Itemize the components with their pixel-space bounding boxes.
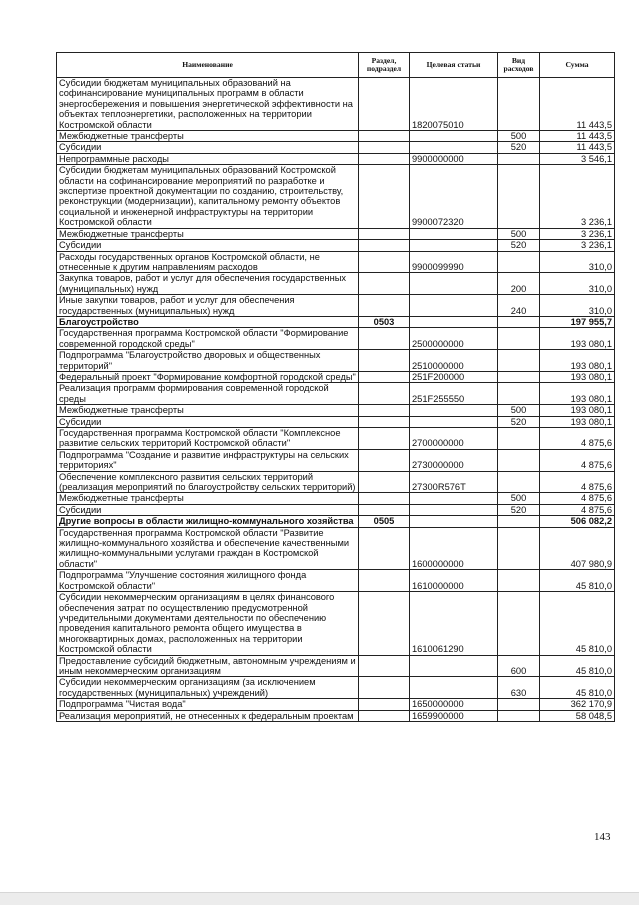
table-row [57,328,615,350]
table-row [57,416,615,427]
table-header-row [57,53,615,78]
cell-section [359,295,410,317]
cell-target: 2500000000 [410,328,498,350]
cell-section [359,416,410,427]
table-row [57,131,615,142]
cell-expense [498,328,540,350]
cell-sum: 310,0 [540,251,615,273]
table-row [57,273,615,295]
cell-name: Закупка товаров, работ и услуг для обеспечения государственных (муниципальных) нужд [57,273,359,295]
cell-section [359,131,410,142]
table-row [57,471,615,493]
cell-target: 1610061290 [410,592,498,655]
cell-expense [498,153,540,164]
cell-target: 2510000000 [410,350,498,372]
cell-name: Субсидии некоммерческим организациям в целях финансового обеспечения затрат по осуществлению предусмотренной учредительными документами деятельности по обеспечению проведения капитального ремонта общего имущества в многоквартирных домах, расположенных на территории Костромской области [57,592,359,655]
cell-name: Субсидии некоммерческим организациям (за исключением государственных (муниципальных) учреждений) [57,677,359,699]
table-row [57,350,615,372]
cell-sum: 310,0 [540,273,615,295]
cell-expense [498,570,540,592]
cell-expense [498,383,540,405]
cell-target [410,295,498,317]
cell-section [359,677,410,699]
cell-sum: 4 875,6 [540,471,615,493]
cell-target [410,142,498,153]
cell-target [410,131,498,142]
cell-expense [498,371,540,382]
table-row [57,316,615,327]
cell-sum: 45 810,0 [540,592,615,655]
table-row [57,240,615,251]
cell-section [359,273,410,295]
cell-target: 251F255550 [410,383,498,405]
cell-section [359,471,410,493]
cell-expense: 520 [498,504,540,515]
cell-expense: 500 [498,228,540,239]
table-row [57,295,615,317]
cell-name: Субсидии [57,240,359,251]
cell-target [410,677,498,699]
cell-sum: 197 955,7 [540,316,615,327]
cell-target [410,493,498,504]
cell-target: 9900000000 [410,153,498,164]
cell-expense [498,78,540,131]
cell-sum: 4 875,6 [540,428,615,450]
table-row [57,655,615,677]
cell-expense: 520 [498,142,540,153]
cell-section [359,153,410,164]
cell-name: Межбюджетные трансферты [57,493,359,504]
cell-name: Субсидии [57,504,359,515]
cell-expense [498,428,540,450]
table-row [57,165,615,228]
cell-expense: 240 [498,295,540,317]
cell-target: 9900072320 [410,165,498,228]
cell-expense [498,350,540,372]
cell-expense: 520 [498,416,540,427]
page-number: 143 [594,831,611,843]
cell-section [359,251,410,273]
table-row [57,516,615,527]
cell-expense: 500 [498,131,540,142]
cell-sum: 45 810,0 [540,570,615,592]
cell-section [359,228,410,239]
cell-expense [498,251,540,273]
cell-name: Субсидии бюджетам муниципальных образований на софинансирование муниципальных программ в области энергосбережения и повышения энергетической эффективности на объектах теплоэнергетики, расположенных на территории Костромской области [57,78,359,131]
table-row [57,710,615,721]
cell-target [410,405,498,416]
cell-sum: 193 080,1 [540,405,615,416]
cell-section [359,142,410,153]
cell-section [359,570,410,592]
cell-section [359,592,410,655]
cell-target: 9900099990 [410,251,498,273]
cell-target [410,416,498,427]
cell-sum: 11 443,5 [540,142,615,153]
cell-sum: 45 810,0 [540,677,615,699]
cell-expense: 520 [498,240,540,251]
cell-section [359,371,410,382]
cell-sum: 310,0 [540,295,615,317]
cell-section: 0503 [359,316,410,327]
cell-name: Реализация мероприятий, не отнесенных к федеральным проектам [57,710,359,721]
table-row [57,592,615,655]
cell-target: 1610000000 [410,570,498,592]
cell-name: Межбюджетные трансферты [57,228,359,239]
cell-section [359,383,410,405]
table-row [57,405,615,416]
header-section: Раздел, подраздел [359,53,410,78]
cell-name: Межбюджетные трансферты [57,405,359,416]
cell-section [359,655,410,677]
cell-sum: 11 443,5 [540,131,615,142]
cell-name: Непрограммные расходы [57,153,359,164]
cell-expense [498,710,540,721]
cell-sum: 4 875,6 [540,504,615,515]
table-row [57,504,615,515]
cell-target: 251F200000 [410,371,498,382]
table-row [57,699,615,710]
cell-name: Государственная программа Костромской области "Комплексное развитие сельских территорий Костромской области" [57,428,359,450]
cell-section [359,449,410,471]
cell-name: Благоустройство [57,316,359,327]
cell-expense [498,471,540,493]
cell-name: Другие вопросы в области жилищно-коммунального хозяйства [57,516,359,527]
table-row [57,251,615,273]
table-row [57,153,615,164]
cell-sum: 193 080,1 [540,416,615,427]
cell-name: Государственная программа Костромской области "Развитие жилищно-коммунального хозяйства и обеспечение качественными жилищно-коммунальными услугами граждан в Костромской области" [57,527,359,570]
cell-name: Государственная программа Костромской области "Формирование современной городской среды" [57,328,359,350]
table-row [57,428,615,450]
cell-name: Субсидии [57,142,359,153]
cell-sum: 3 236,1 [540,240,615,251]
cell-sum: 3 236,1 [540,165,615,228]
cell-expense: 600 [498,655,540,677]
cell-target [410,516,498,527]
cell-section [359,504,410,515]
cell-name: Иные закупки товаров, работ и услуг для обеспечения государственных (муниципальных) нужд [57,295,359,317]
cell-section [359,428,410,450]
cell-target: 2700000000 [410,428,498,450]
table-row [57,383,615,405]
cell-target [410,240,498,251]
cell-sum: 3 546,1 [540,153,615,164]
cell-name: Реализация программ формирования современной городской среды [57,383,359,405]
cell-name: Расходы государственных органов Костромской области, не отнесенные к другим направлениям расходов [57,251,359,273]
cell-expense [498,165,540,228]
cell-target: 1659900000 [410,710,498,721]
header-sum: Сумма [540,53,615,78]
cell-sum: 3 236,1 [540,228,615,239]
cell-sum: 58 048,5 [540,710,615,721]
table-row [57,228,615,239]
cell-target: 1820075010 [410,78,498,131]
cell-target [410,228,498,239]
cell-section [359,527,410,570]
cell-target: 1600000000 [410,527,498,570]
cell-sum: 193 080,1 [540,350,615,372]
table-row [57,449,615,471]
cell-name: Обеспечение комплексного развития сельских территорий (реализация мероприятий по благоустройству сельских территорий) [57,471,359,493]
cell-target [410,273,498,295]
header-name: Наименование [57,53,359,78]
cell-section [359,78,410,131]
cell-section [359,493,410,504]
cell-section [359,350,410,372]
cell-target [410,316,498,327]
cell-sum: 11 443,5 [540,78,615,131]
cell-name: Подпрограмма "Создание и развитие инфраструктуры на сельских территориях" [57,449,359,471]
cell-target [410,655,498,677]
cell-name: Подпрограмма "Улучшение состояния жилищного фонда Костромской области" [57,570,359,592]
cell-section [359,240,410,251]
cell-name: Подпрограмма "Чистая вода" [57,699,359,710]
cell-name: Подпрограмма "Благоустройство дворовых и общественных территорий" [57,350,359,372]
cell-name: Предоставление субсидий бюджетным, автономным учреждениям и иным некоммерческим организациям [57,655,359,677]
cell-target [410,504,498,515]
cell-name: Субсидии бюджетам муниципальных образований Костромской области на софинансирование мероприятий по разработке и экспертизе проектной документации по созданию, строительству, реконструкции (модернизации), капитальному ремонту объектов социальной и инженерной инфраструктуры на территории Костромской области [57,165,359,228]
cell-section [359,405,410,416]
cell-sum: 362 170,9 [540,699,615,710]
cell-expense: 500 [498,493,540,504]
cell-sum: 4 875,6 [540,449,615,471]
cell-sum: 193 080,1 [540,328,615,350]
cell-expense: 500 [498,405,540,416]
cell-section [359,165,410,228]
cell-section: 0505 [359,516,410,527]
cell-section [359,710,410,721]
table-row [57,570,615,592]
table-row [57,527,615,570]
cell-target: 2730000000 [410,449,498,471]
cell-expense [498,516,540,527]
document-page [56,52,614,722]
header-target: Целевая статьи [410,53,498,78]
table-row [57,677,615,699]
header-expense: Вид расходов [498,53,540,78]
cell-sum: 4 875,6 [540,493,615,504]
table-row [57,371,615,382]
cell-name: Межбюджетные трансферты [57,131,359,142]
cell-sum: 407 980,9 [540,527,615,570]
cell-section [359,328,410,350]
table-body [57,78,615,722]
bottom-strip [0,892,639,905]
cell-target: 27300R576Т [410,471,498,493]
cell-name: Субсидии [57,416,359,427]
cell-sum: 193 080,1 [540,371,615,382]
cell-section [359,699,410,710]
cell-sum: 506 082,2 [540,516,615,527]
budget-table [56,52,615,722]
cell-expense [498,699,540,710]
cell-sum: 193 080,1 [540,383,615,405]
cell-name: Федеральный проект "Формирование комфортной городской среды" [57,371,359,382]
cell-expense [498,592,540,655]
cell-expense: 200 [498,273,540,295]
table-row [57,78,615,131]
cell-expense: 630 [498,677,540,699]
table-row [57,142,615,153]
cell-sum: 45 810,0 [540,655,615,677]
cell-target: 1650000000 [410,699,498,710]
table-row [57,493,615,504]
cell-expense [498,449,540,471]
cell-expense [498,316,540,327]
cell-expense [498,527,540,570]
